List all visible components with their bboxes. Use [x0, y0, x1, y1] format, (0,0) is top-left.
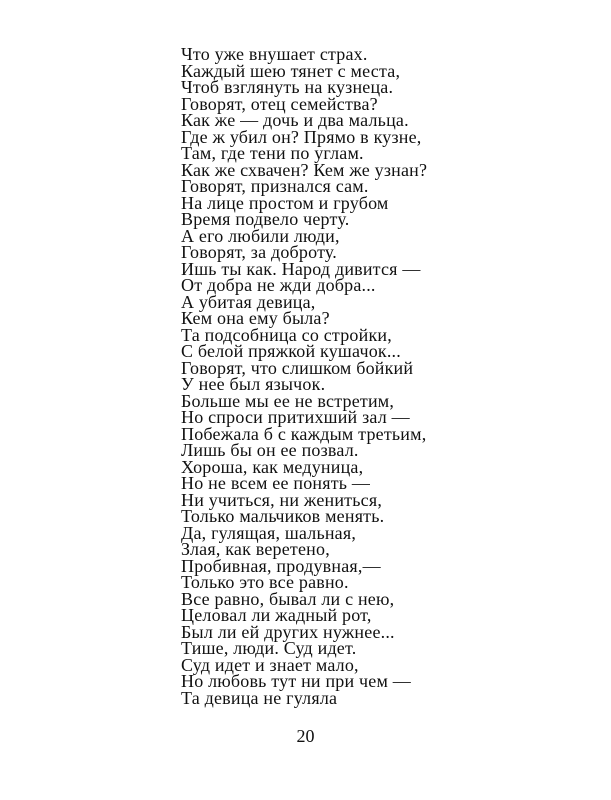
- poem-line: Только это все равно.: [181, 572, 349, 592]
- poem-text: [181, 46, 427, 706]
- poem-line: Пробивная, продувная,—: [181, 555, 381, 576]
- poem-line: Целовал ли жадный рот,: [181, 605, 372, 625]
- poem-line: Был ли ей других нужнее...: [181, 621, 395, 642]
- poem-line: А убитая девица,: [181, 291, 316, 312]
- poem-line: Каждый шею тянет с места,: [181, 60, 401, 81]
- poem-line: Ишь ты как. Народ дивится —: [181, 258, 421, 279]
- poem-line: Хороша, как медуница,: [181, 456, 364, 477]
- poem-line: Время подвело черту.: [181, 209, 350, 229]
- poem-line: Говорят, признался сам.: [181, 176, 369, 196]
- poem-line: Как же схвачен? Кем же узнан?: [181, 159, 428, 180]
- poem-line: Чтоб взглянуть на кузнеца.: [181, 77, 394, 97]
- poem-line: А его любили люди,: [181, 225, 340, 246]
- poem-line: Там, где тени по углам.: [181, 143, 364, 163]
- poem-line: Говорят, отец семейства?: [181, 93, 378, 114]
- page-number: 20: [296, 726, 315, 746]
- poem-line: Да, гулящая, шальная,: [181, 522, 357, 543]
- poem-line: Говорят, что слишком бойкий: [181, 357, 414, 378]
- poem-line: С белой пряжкой кушачок...: [181, 341, 401, 361]
- poem-line: Лишь бы он ее позвал.: [181, 440, 359, 460]
- poem-line: Говорят, за доброту.: [181, 242, 337, 262]
- poem-line: На лице простом и грубом: [181, 192, 389, 213]
- poem-line: Злая, как веретено,: [181, 539, 330, 559]
- poem-line: Побежала б с каждым третьим,: [181, 423, 427, 444]
- poem-line: От добра не жди добра...: [181, 275, 376, 295]
- poem-line: Где ж убил он? Прямо в кузне,: [181, 126, 422, 147]
- poem-line: Что уже внушает страх.: [181, 44, 368, 64]
- poem-line: Но не всем ее понять —: [181, 473, 371, 493]
- poem-line: Но спроси притихший зал —: [181, 407, 410, 427]
- poem-line: Суд идет и знает мало,: [181, 654, 359, 675]
- poem-line: Ни учиться, ни жениться,: [181, 489, 383, 510]
- poem-line: Та девица не гуляла: [181, 687, 338, 708]
- poem-line: Тише, люди. Суд идет.: [181, 638, 357, 658]
- poem-line: Как же — дочь и два мальца.: [181, 110, 409, 130]
- poem-line: Только мальчиков менять.: [181, 506, 385, 526]
- poem-line: У нее был язычок.: [181, 374, 326, 394]
- poem-line: Но любовь тут ни при чем —: [181, 671, 411, 691]
- poem-line: Все равно, бывал ли с нею,: [181, 588, 395, 609]
- poem-line: Та подсобница со стройки,: [181, 324, 392, 345]
- poem-line: Больше мы ее не встретим,: [181, 390, 395, 411]
- poem-line: Кем она ему была?: [181, 308, 330, 328]
